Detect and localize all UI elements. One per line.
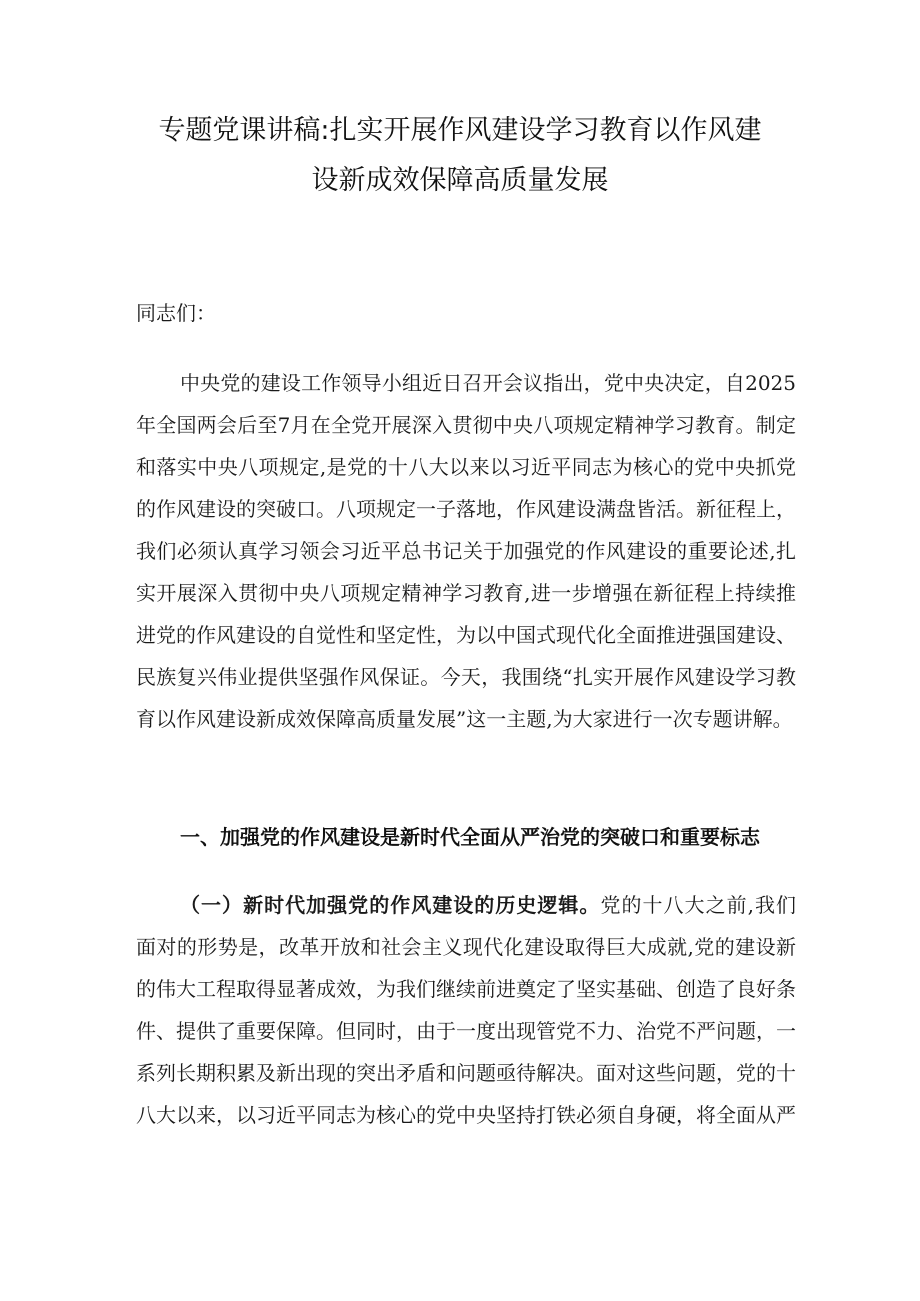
title-line-2: 设新成效保障高质量发展 [311, 165, 609, 196]
paragraph-line: 民族复兴伟业提供坚强作风保证。今天，我围绕“扎实开展作风建设学习教 [136, 665, 796, 689]
paragraph-line: 和落实中央八项规定,是党的十八大以来以习近平同志为核心的党中央抓党 [136, 455, 796, 479]
subsection-heading: （一）新时代加强党的作风建设的历史逻辑。 [180, 893, 601, 917]
paragraph-text: 党的十八大之前,我们 [600, 893, 796, 917]
paragraph-line: 中央党的建设工作领导小组近日召开会议指出，党中央决定，自2025 [180, 371, 796, 395]
paragraph-line: 的伟大工程取得显著成效，为我们继续前进奠定了坚实基础、创造了良好条 [136, 977, 796, 1001]
paragraph-line: 我们必须认真学习领会习近平总书记关于加强党的作风建设的重要论述,扎 [136, 539, 796, 563]
section-heading-1: 一、加强党的作风建设是新时代全面从严治党的突破口和重要标志 [180, 825, 760, 849]
paragraph-line: 年全国两会后至7月在全党开展深入贯彻中央八项规定精神学习教育。制定 [136, 413, 796, 437]
paragraph-line: 进党的作风建设的自觉性和坚定性，为以中国式现代化全面推进强国建设、 [136, 623, 796, 647]
paragraph-line: 的作风建设的突破口。八项规定一子落地，作风建设满盘皆活。新征程上， [136, 497, 796, 521]
paragraph-line: 八大以来，以习近平同志为核心的党中央坚持打铁必须自身硬，将全面从严 [136, 1103, 796, 1127]
paragraph-line: 育以作风建设新成效保障高质量发展”这一主题,为大家进行一次专题讲解。 [136, 707, 793, 731]
paragraph-line-first [136, 884, 796, 926]
paragraph-line: 实开展深入贯彻中央八项规定精神学习教育,进一步增强在新征程上持续推 [136, 581, 796, 605]
paragraph-line: 面对的形势是，改革开放和社会主义现代化建设取得巨大成就,党的建设新 [136, 935, 796, 959]
paragraph-2 [136, 884, 796, 1136]
paragraph-1 [136, 362, 796, 740]
paragraph-line: 系列长期积累及新出现的突出矛盾和问题亟待解决。面对这些问题，党的十 [136, 1061, 796, 1085]
title-line-1: 专题党课讲稿:扎实开展作风建设学习教育以作风建 [158, 115, 762, 146]
salutation: 同志们： [136, 301, 216, 325]
paragraph-line: 件、提供了重要保障。但同时，由于一度出现管党不力、治党不严问题，一 [136, 1019, 796, 1043]
document-title [100, 106, 820, 206]
